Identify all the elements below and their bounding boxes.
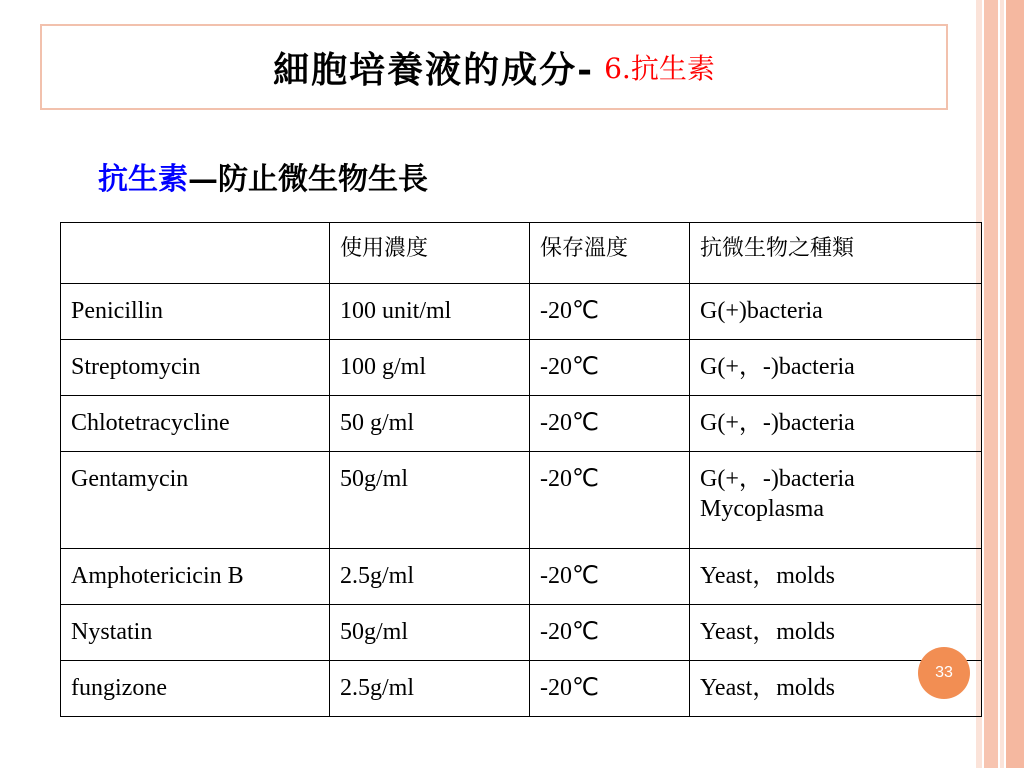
decorative-side-stripes (976, 0, 1024, 768)
table-row (61, 340, 982, 396)
header-cell-storage-temp: 保存溫度 (530, 223, 690, 284)
cell-target-line2: Mycoplasma (700, 496, 824, 522)
cell-concentration: 100 unit/ml (330, 284, 530, 340)
cell-concentration: 2.5g/ml (330, 661, 530, 717)
table-row (61, 661, 982, 717)
cell-antibiotic: Streptomycin (61, 340, 330, 396)
slide-title: 細胞培養液的成分- (273, 48, 595, 91)
cell-storage-temp: -20℃ (530, 396, 690, 452)
cell-antibiotic: fungizone (61, 661, 330, 717)
cell-storage-temp: -20℃ (530, 452, 690, 549)
cell-target-microbes (690, 340, 982, 396)
antibiotics-table (60, 222, 982, 717)
cell-antibiotic: Penicillin (61, 284, 330, 340)
table-row (61, 284, 982, 340)
cell-antibiotic: Amphotericicin B (61, 549, 330, 605)
cell-target-microbes (690, 396, 982, 452)
subtitle-rest: —防止微生物生長 (188, 162, 428, 197)
header-cell-empty (61, 223, 330, 284)
subtitle (98, 154, 428, 198)
table-row (61, 605, 982, 661)
cell-target-line1: G(+，-)bacteria (700, 354, 855, 380)
cell-target-line1: Yeast，molds (700, 675, 835, 701)
cell-target-microbes (690, 284, 982, 340)
page-number-badge: 33 (918, 647, 970, 699)
cell-target-line1: Yeast，molds (700, 563, 835, 589)
cell-storage-temp: -20℃ (530, 340, 690, 396)
cell-target-line1: G(+)bacteria (700, 298, 823, 324)
cell-antibiotic: Gentamycin (61, 452, 330, 549)
header-cell-concentration: 使用濃度 (330, 223, 530, 284)
header-cell-target-microbes: 抗微生物之種類 (690, 223, 982, 284)
cell-concentration: 50 g/ml (330, 396, 530, 452)
cell-concentration: 50g/ml (330, 605, 530, 661)
table-row (61, 396, 982, 452)
table-row (61, 452, 982, 549)
cell-storage-temp: -20℃ (530, 549, 690, 605)
cell-target-line1: G(+，-)bacteria (700, 410, 855, 436)
slide-title-sub: 6.抗生素 (604, 52, 715, 85)
cell-concentration: 100 g/ml (330, 340, 530, 396)
cell-concentration: 2.5g/ml (330, 549, 530, 605)
table-header-row (61, 223, 982, 284)
cell-target-microbes (690, 549, 982, 605)
cell-antibiotic: Chlotetracycline (61, 396, 330, 452)
cell-target-line1: G(+，-)bacteria (700, 466, 855, 492)
cell-storage-temp: -20℃ (530, 605, 690, 661)
cell-concentration: 50g/ml (330, 452, 530, 549)
cell-target-microbes (690, 452, 982, 549)
title-box (40, 24, 948, 110)
cell-target-line1: Yeast，molds (700, 619, 835, 645)
subtitle-highlight: 抗生素 (98, 162, 188, 197)
cell-antibiotic: Nystatin (61, 605, 330, 661)
table-row (61, 549, 982, 605)
cell-storage-temp: -20℃ (530, 284, 690, 340)
cell-storage-temp: -20℃ (530, 661, 690, 717)
